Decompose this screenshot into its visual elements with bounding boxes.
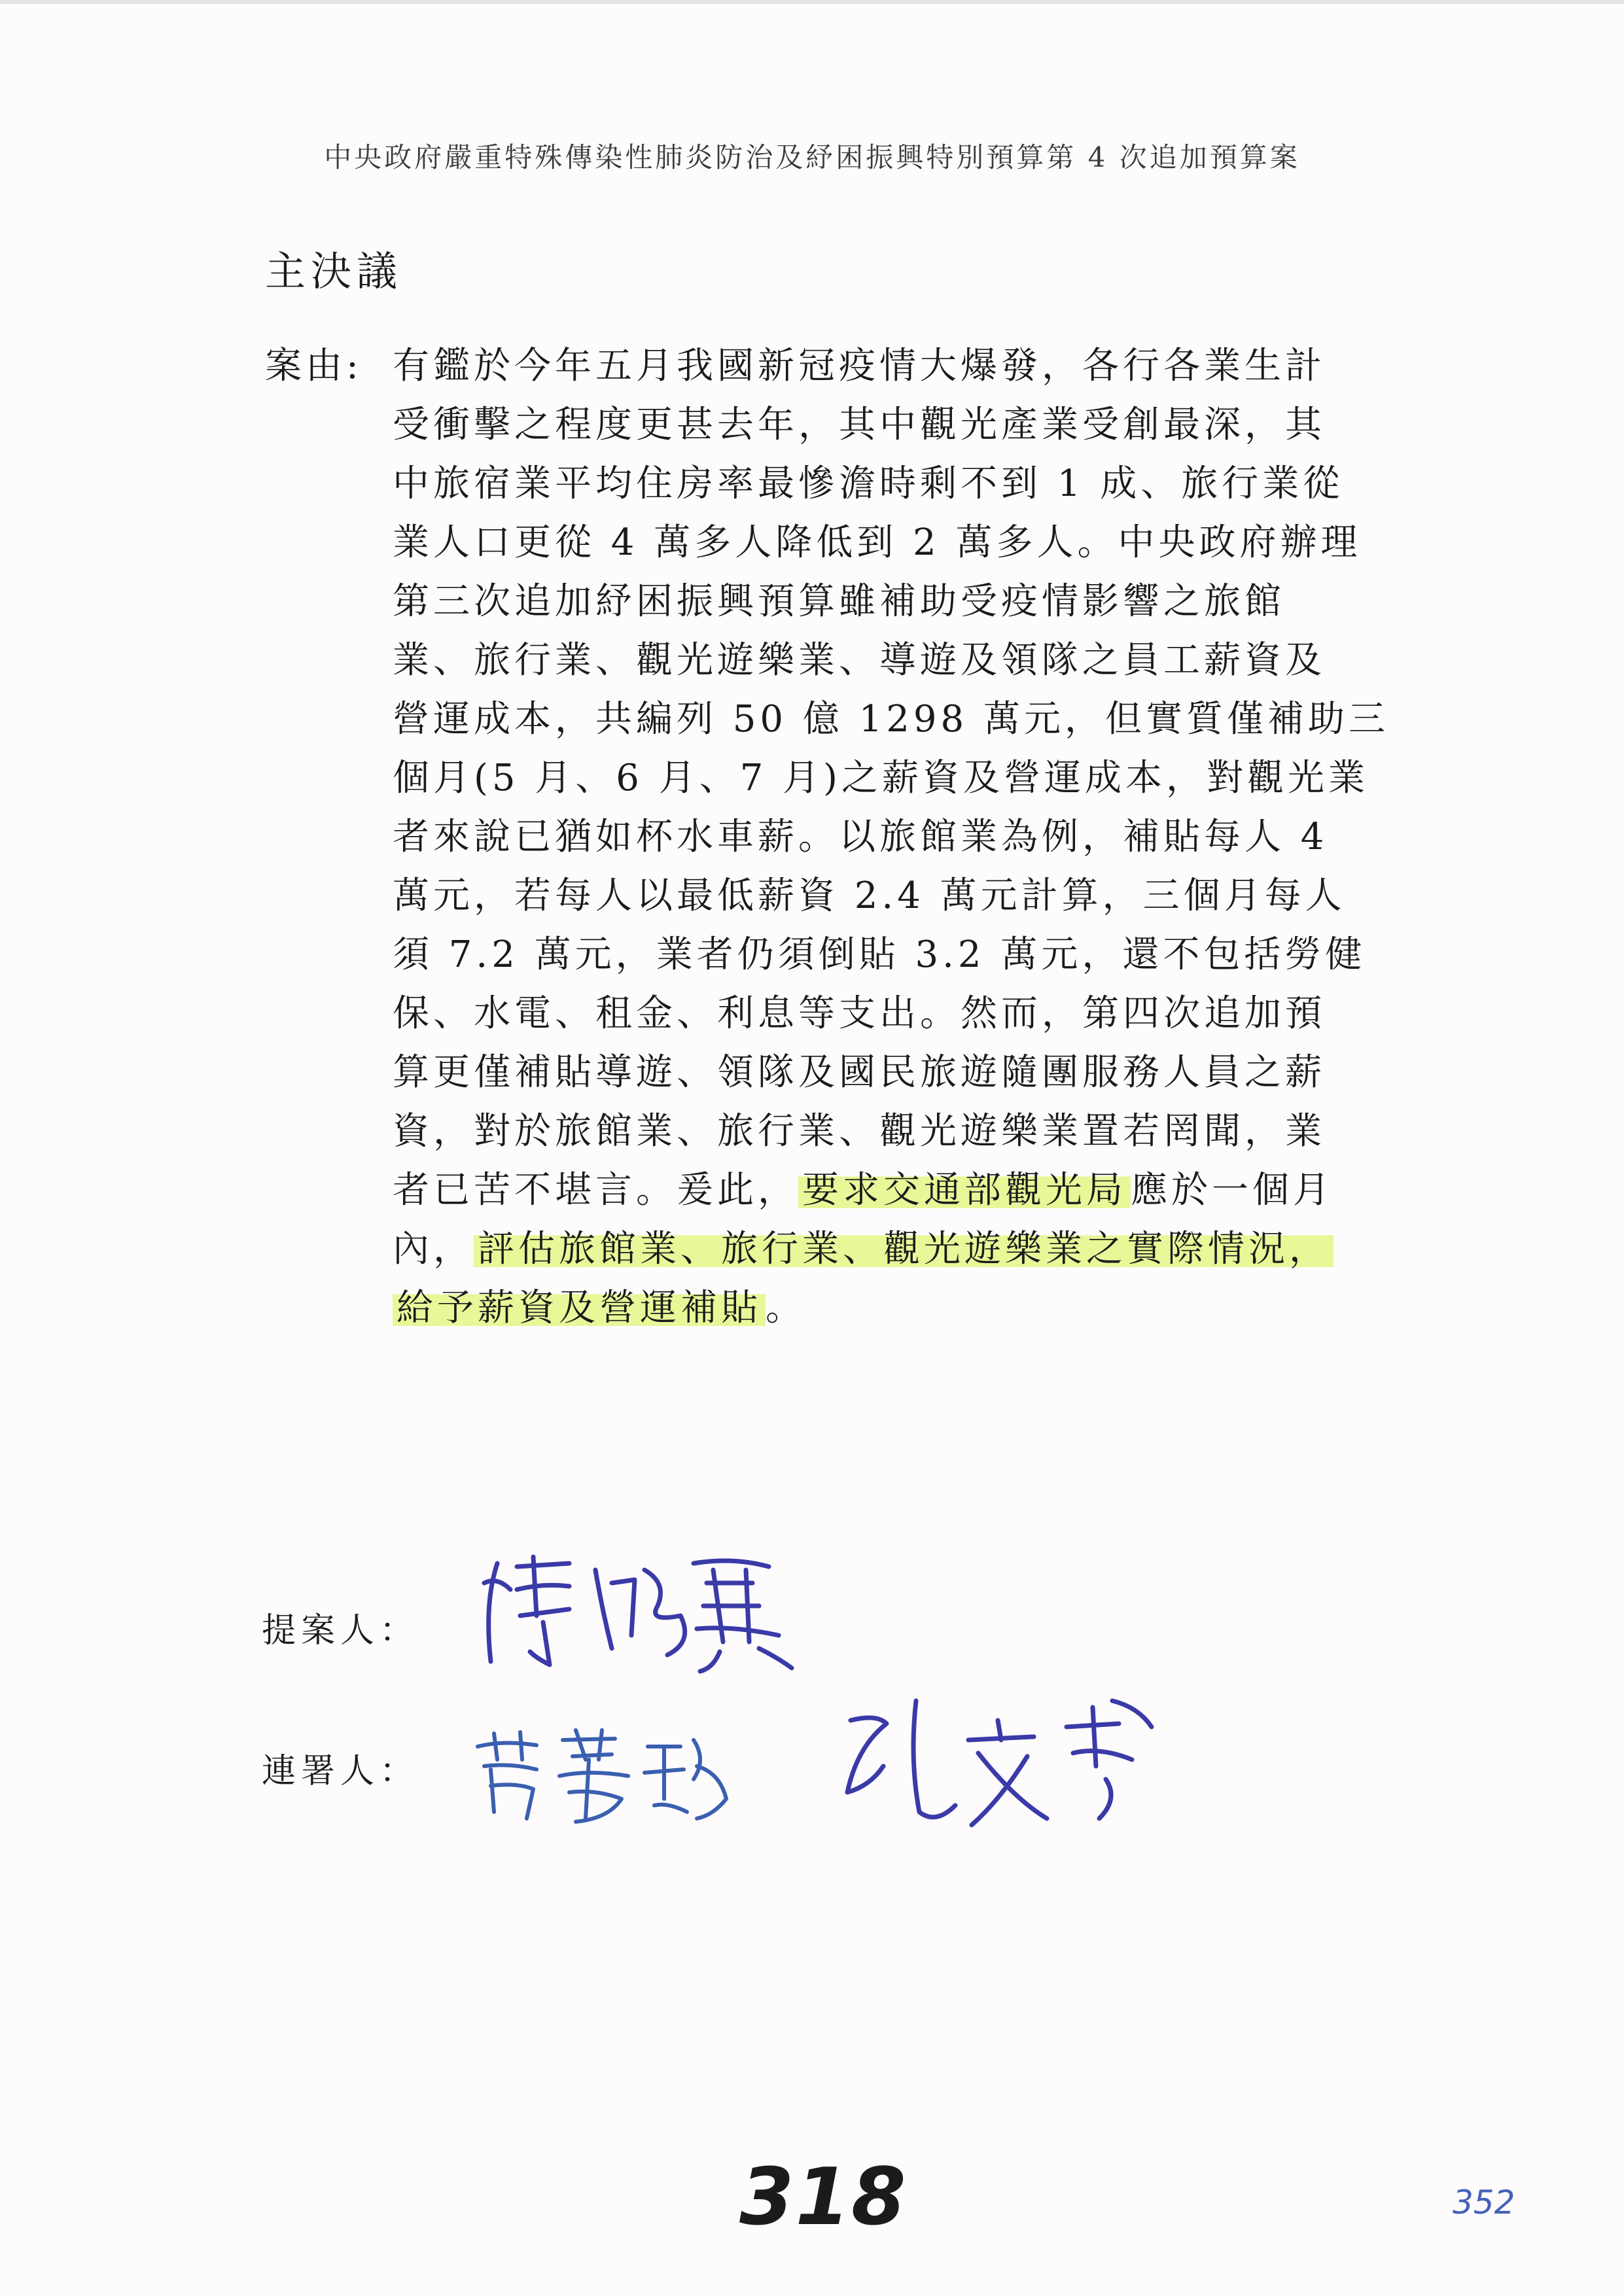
case-text: 。 xyxy=(766,1287,806,1329)
case-line: 個月(5 月、6 月、7 月)之薪資及營運成本，對觀光業 xyxy=(393,757,1369,799)
highlighted-text: 評估旅館業、旅行業、觀光遊樂業之實際情況， xyxy=(474,1228,1333,1270)
top-border xyxy=(0,0,1624,4)
case-line: 有鑑於今年五月我國新冠疫情大爆發，各行各業生計 xyxy=(393,345,1326,387)
case-line: 業、旅行業、觀光遊樂業、導遊及領隊之員工薪資及 xyxy=(393,639,1326,682)
case-line: 者來說已猶如杯水車薪。以旅館業為例，補貼每人 4 xyxy=(393,816,1328,858)
case-line: 受衝擊之程度更甚去年，其中觀光產業受創最深，其 xyxy=(393,404,1326,446)
stamp-number: 352 xyxy=(1453,2183,1515,2221)
case-line: 算更僅補貼導遊、領隊及國民旅遊隨團服務人員之薪 xyxy=(393,1051,1326,1094)
case-line: 資，對於旅館業、旅行業、觀光遊樂業置若罔聞，業 xyxy=(393,1110,1326,1153)
proposer-signature xyxy=(471,1544,811,1675)
case-line: 中旅宿業平均住房率最慘澹時剩不到 1 成、旅行業從 xyxy=(393,462,1344,505)
cosigner-signature-1 xyxy=(471,1720,733,1832)
cosigner-signature-2 xyxy=(831,1688,1171,1838)
case-line xyxy=(393,1220,1333,1272)
cosigner-label: 連署人： xyxy=(262,1752,419,1791)
decision-title: 主決議 xyxy=(265,247,403,295)
case-text: 內， xyxy=(393,1228,474,1270)
page-number: 318 xyxy=(739,2152,908,2243)
case-line: 業人口更從 4 萬多人降低到 2 萬多人。中央政府辦理 xyxy=(393,521,1362,564)
document-header: 中央政府嚴重特殊傳染性肺炎防治及紓困振興特別預算第 4 次追加預算案 xyxy=(324,141,1300,173)
case-text: 應於一個月 xyxy=(1131,1169,1333,1211)
case-line: 須 7.2 萬元，業者仍須倒貼 3.2 萬元，還不包括勞健 xyxy=(393,933,1366,976)
case-line xyxy=(393,1279,806,1331)
proposer-label: 提案人： xyxy=(262,1611,419,1650)
case-line xyxy=(393,1161,1333,1213)
case-line: 營運成本，共編列 50 億 1298 萬元，但實質僅補助三 xyxy=(393,698,1389,740)
case-text: 者已苦不堪言。爰此， xyxy=(393,1169,798,1211)
highlighted-text: 要求交通部觀光局 xyxy=(798,1169,1131,1211)
case-line: 保、水電、租金、利息等支出。然而，第四次追加預 xyxy=(393,992,1326,1035)
case-label: 案由: xyxy=(265,345,362,387)
highlighted-text: 給予薪資及營運補貼 xyxy=(393,1287,766,1329)
case-line: 第三次追加紓困振興預算雖補助受疫情影響之旅館 xyxy=(393,580,1285,623)
case-line: 萬元，若每人以最低薪資 2.4 萬元計算，三個月每人 xyxy=(393,875,1346,917)
